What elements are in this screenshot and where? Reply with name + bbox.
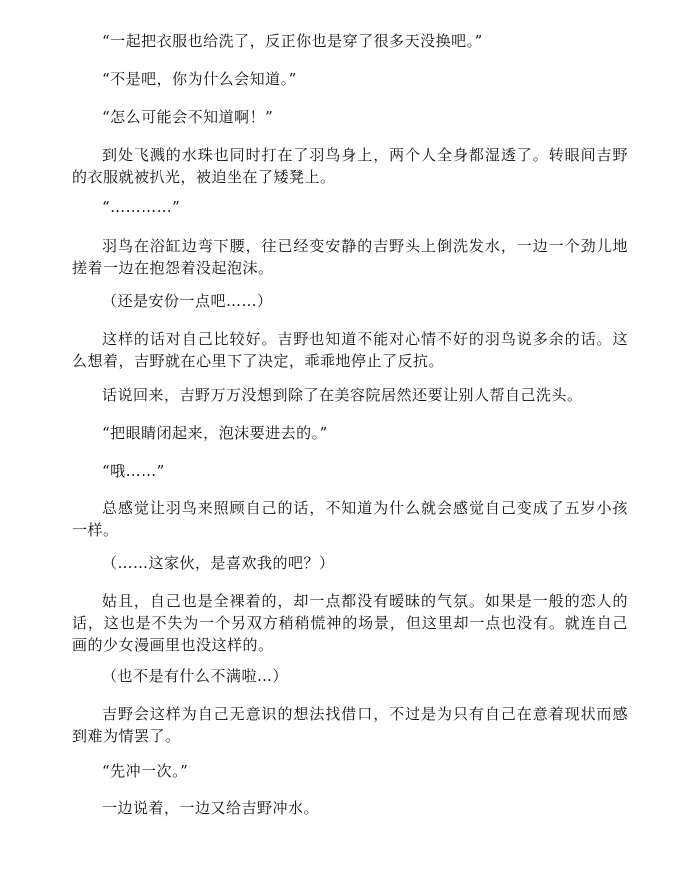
paragraph-6: 羽鸟在浴缸边弯下腰，往已经变安静的吉野头上倒洗发水，一边一个劲儿地搓着一边在抱怨着没起泡沫。 <box>72 237 628 277</box>
paragraph-7: （还是安份一点吧……） <box>102 292 273 310</box>
paragraph-13: （……这家伙，是喜欢我的吧？） <box>102 554 335 572</box>
paragraph-3: “怎么可能会不知道啊！” <box>102 108 274 126</box>
paragraph-14: 姑且，自己也是全裸着的，却一点都没有暧昧的气氛。如果是一般的恋人的话，这也是不失为一个另双方稍稍慌神的场景，但这里却一点也没有。就连自己画的少女漫画里也没这样的。 <box>72 592 628 654</box>
paragraph-2: “不是吧，你为什么会知道。” <box>102 70 297 88</box>
paragraph-4: 到处飞溅的水珠也同时打在了羽鸟身上，两个人全身都湿透了。转眼间吉野的衣服就被扒光，被迫坐在了矮凳上。 <box>72 146 628 186</box>
paragraph-5: “…………” <box>102 198 181 216</box>
paragraph-17: “先冲一次。” <box>102 762 189 780</box>
paragraph-18: 一边说着，一边又给吉野冲水。 <box>102 799 320 817</box>
paragraph-10: “把眼睛闭起来，泡沫要进去的。” <box>102 424 328 442</box>
paragraph-16: 吉野会这样为自己无意识的想法找借口，不过是为只有自己在意着现状而感到难为情罢了。 <box>72 705 628 745</box>
paragraph-15: （也不是有什么不满啦…） <box>102 667 289 685</box>
paragraph-8: 这样的话对自己比较好。吉野也知道不能对心情不好的羽鸟说多余的话。这么想着，吉野就在心里下了决定，乖乖地停止了反抗。 <box>72 330 628 370</box>
paragraph-11: “哦……” <box>102 462 165 480</box>
paragraph-12: 总感觉让羽鸟来照顾自己的话，不知道为什么就会感觉自己变成了五岁小孩一样。 <box>72 499 628 539</box>
paragraph-1: “一起把衣服也给洗了，反正你也是穿了很多天没换吧。” <box>102 32 483 50</box>
paragraph-9: 话说回来，吉野万万没想到除了在美容院居然还要让别人帮自己洗头。 <box>102 386 583 404</box>
